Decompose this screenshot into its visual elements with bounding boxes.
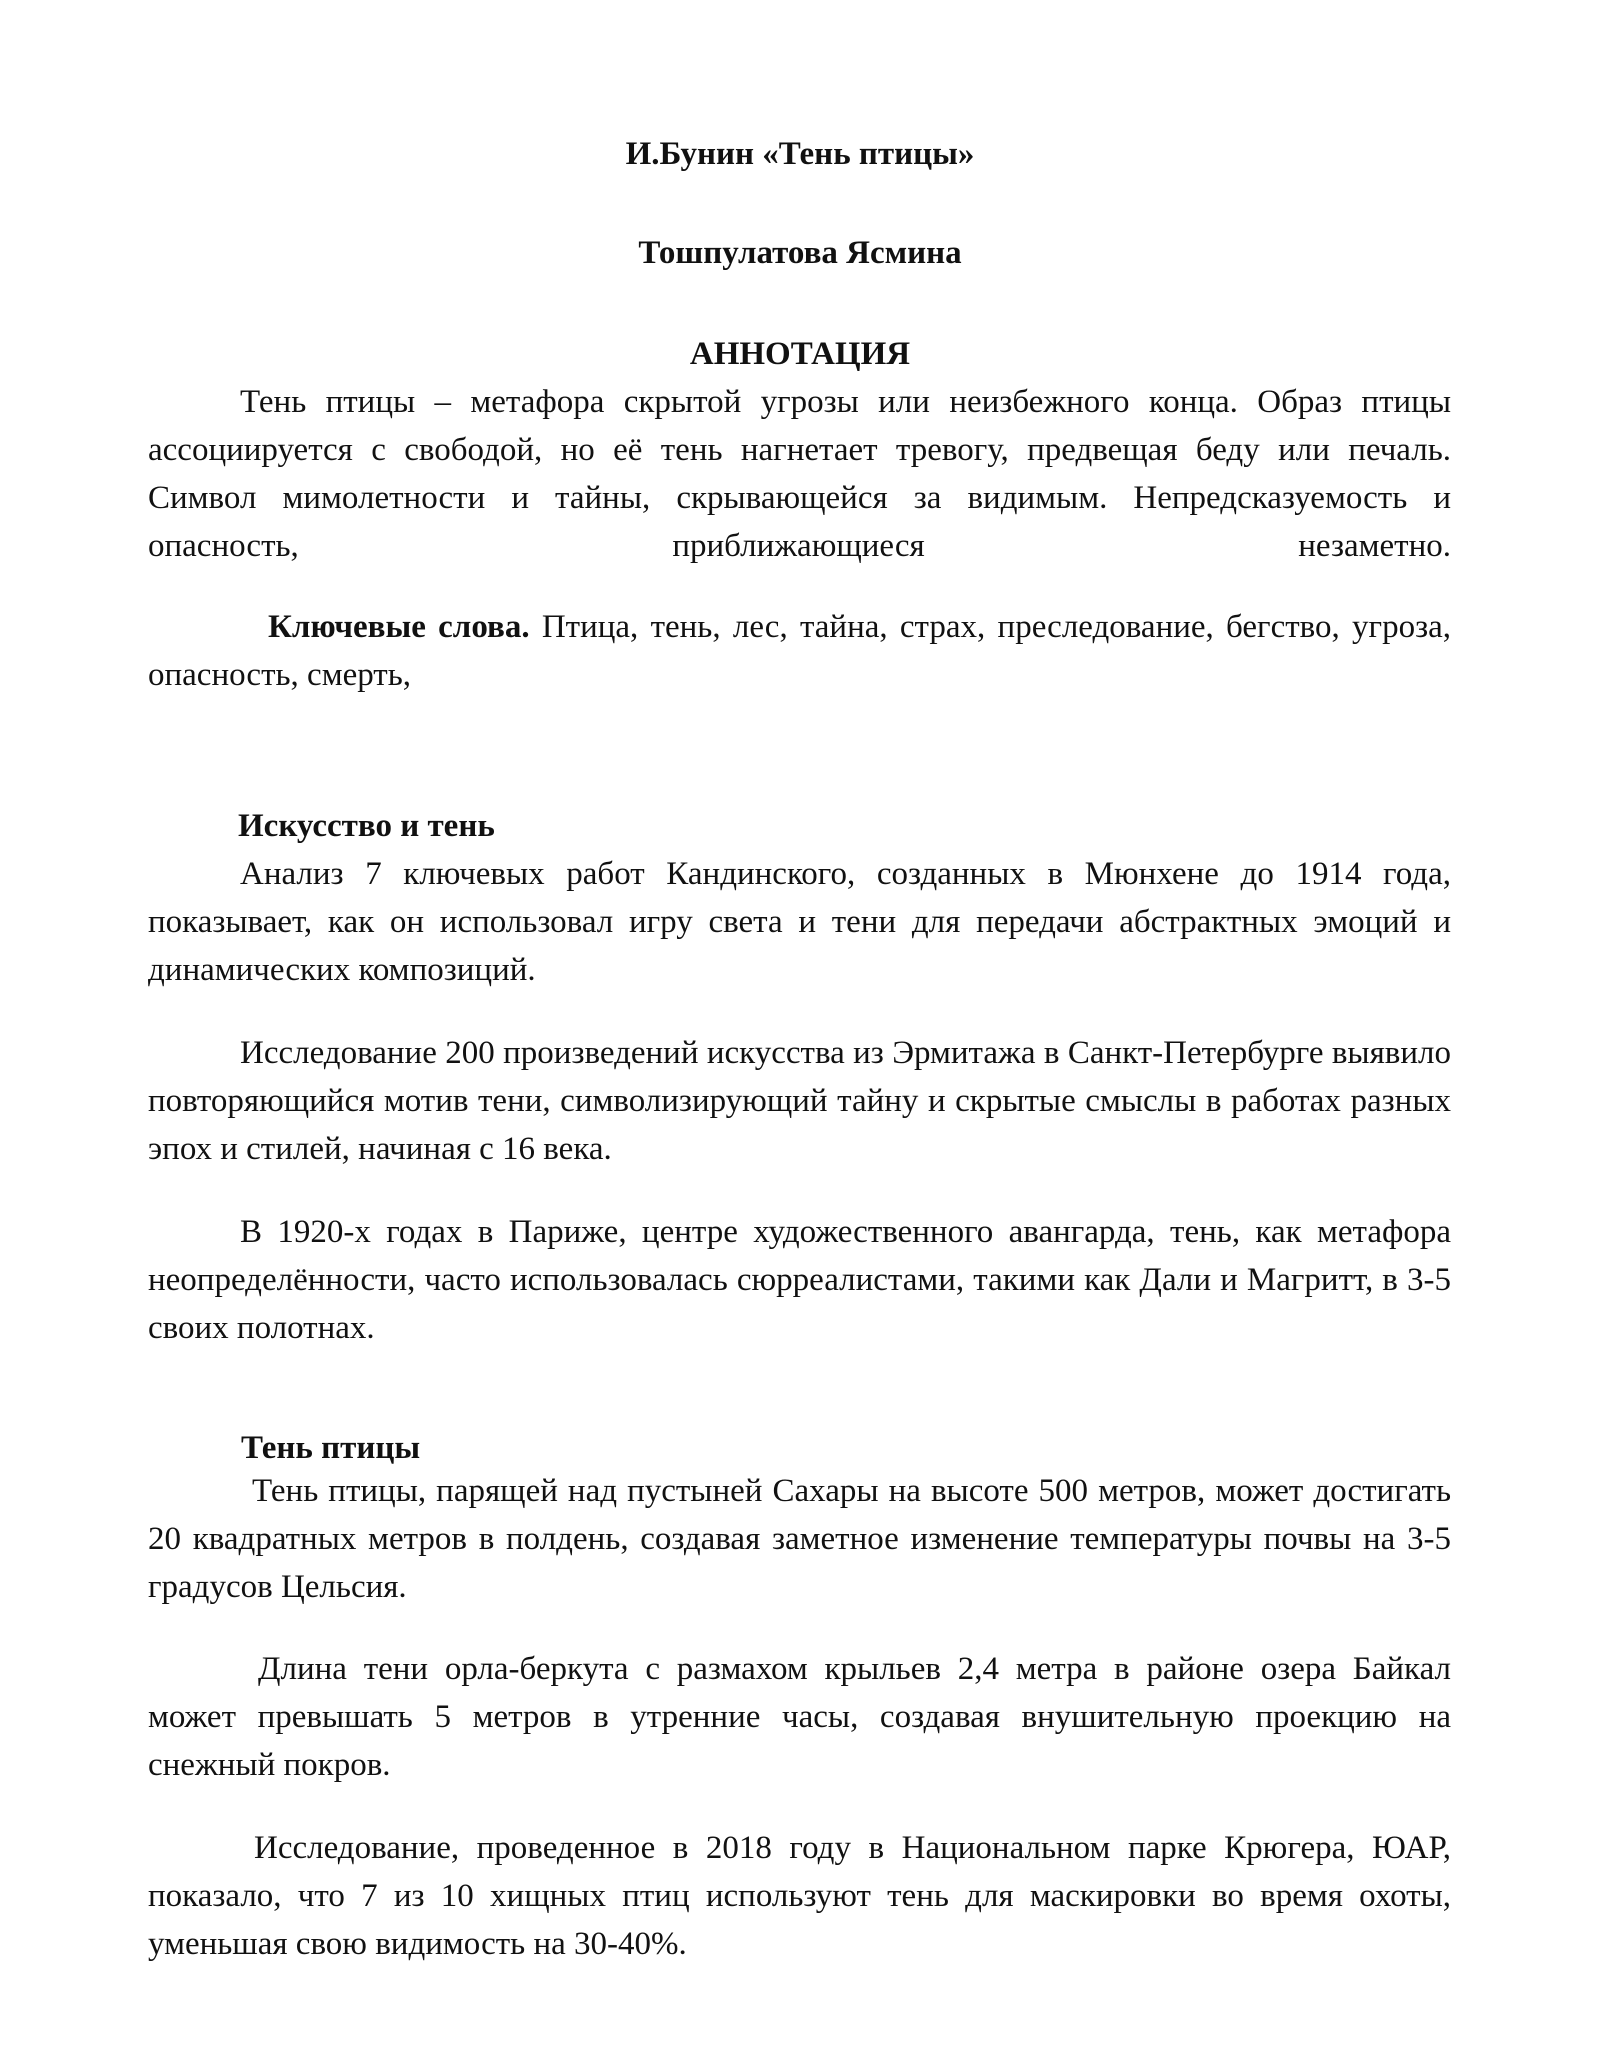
bird-paragraph-2: Длина тени орла-беркута с размахом крыльев 2,4 метра в районе озера Байкал может превышать 5 метров в утренние часы, создавая внушительную проекцию на снежный покров.	[148, 1651, 1451, 1783]
keywords-label: Ключевые слова.	[268, 609, 530, 645]
annotation-paragraph: Тень птицы – метафора скрытой угрозы или неизбежного конца. Образ птицы ассоциируется с свободой, но её тень нагнетает тревогу, предвещая беду или печаль. Символ мимолетности и тайны, скрывающейся за видимым. Непредсказуемость и опасность, приближающиеся незаметно.	[148, 384, 1451, 564]
art-paragraph-3: В 1920-х годах в Париже, центре художественного авангарда, тень, как метафора неопределённости, часто использовалась сюрреалистами, такими как Дали и Магритт, в 3-5 своих полотнах.	[148, 1214, 1451, 1346]
section-heading-bird: Тень птицы	[241, 1430, 421, 1466]
document-title: И.Бунин «Тень птицы»	[625, 136, 975, 172]
keywords-paragraph	[148, 603, 1451, 699]
annotation-heading: АННОТАЦИЯ	[689, 336, 911, 372]
keywords-list: Птица, тень, лес, тайна, страх, преследование, бегство, угроза, опасность, смерть,	[148, 609, 1451, 693]
section-heading-art: Искусство и тень	[238, 808, 495, 844]
bird-paragraph-3: Исследование, проведенное в 2018 году в Национальном парке Крюгера, ЮАР, показало, что 7 из 10 хищных птиц используют тень для маскировки во время охоты, уменьшая свою видимость на 30-40%.	[148, 1830, 1451, 1962]
bird-paragraph-1: Тень птицы, парящей над пустыней Сахары на высоте 500 метров, может достигать 20 квадратных метров в полдень, создавая заметное изменение температуры почвы на 3-5 градусов Цельсия.	[148, 1473, 1451, 1605]
art-paragraph-2: Исследование 200 произведений искусства из Эрмитажа в Санкт-Петербурге выявило повторяющийся мотив тени, символизирующий тайну и скрытые смыслы в работах разных эпох и стилей, начиная с 16 века.	[148, 1035, 1451, 1167]
author-name: Тошпулатова Ясмина	[638, 235, 962, 271]
art-paragraph-1: Анализ 7 ключевых работ Кандинского, созданных в Мюнхене до 1914 года, показывает, как он использовал игру света и тени для передачи абстрактных эмоций и динамических композиций.	[148, 856, 1451, 988]
